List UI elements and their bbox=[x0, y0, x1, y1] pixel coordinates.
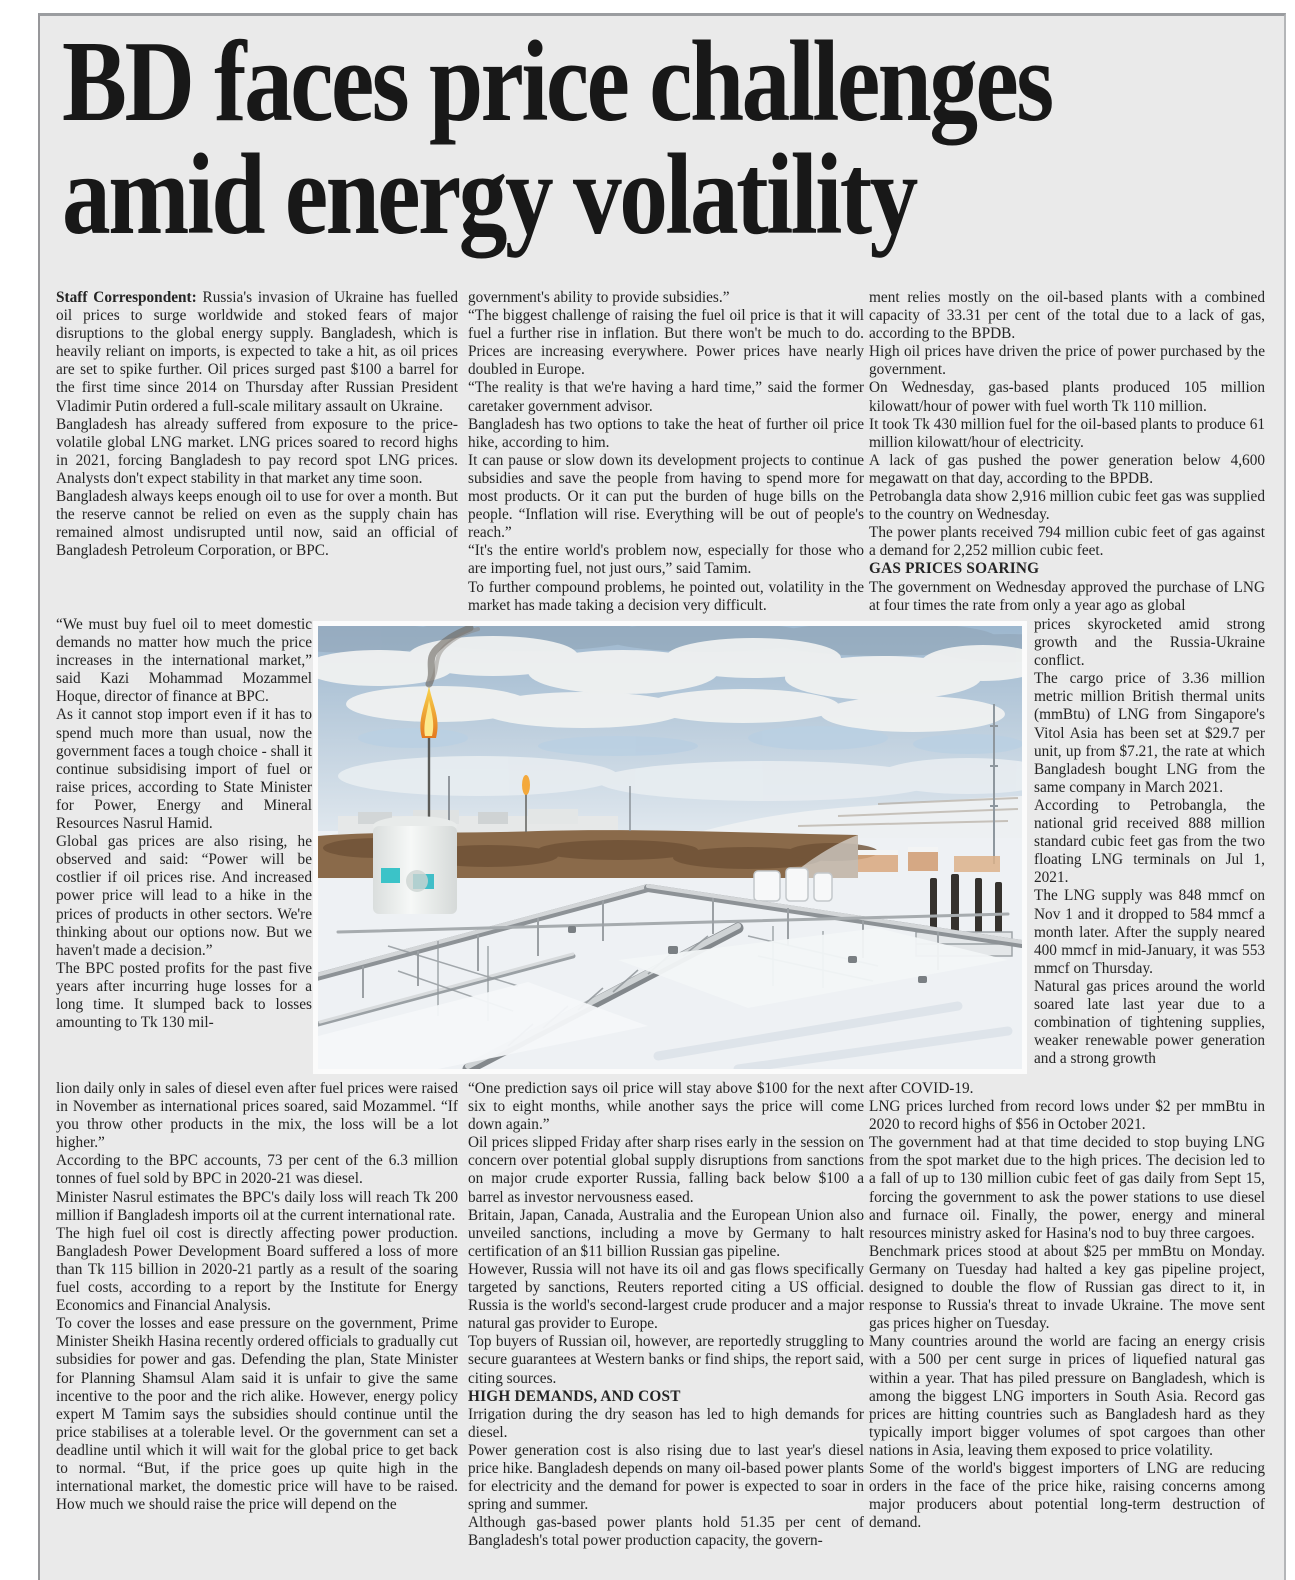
paragraph: According to the BPC accounts, 73 per cent of the 6.3 million tonnes of fuel sold by BPC in 2020-21 was diesel. bbox=[56, 1152, 458, 1188]
column-2-segment-top bbox=[468, 289, 864, 615]
paragraph: The high fuel oil cost is directly affecting power production. Bangladesh Power Development Board suffered a loss of more than Tk 115 billion in 2020-21 partly as a result of the soaring fuel costs, according to a report by the Institute for Energy Economics and Financial Analysis. bbox=[56, 1224, 458, 1315]
paragraph: government's ability to provide subsidies.” bbox=[468, 289, 730, 306]
paragraph: “The biggest challenge of raising the fuel oil price is that it will fuel a further rise in inflation. But there won't be much to do. Prices are increasing everywhere. Power prices have nearly doubled in Europe. bbox=[468, 307, 864, 379]
column-3-segment-bottom bbox=[869, 1080, 1265, 1532]
column-1-segment-beside-photo bbox=[56, 616, 312, 1032]
column-1-segment-top bbox=[56, 289, 458, 560]
paragraph: According to Petrobangla, the national grid received 888 million standard cubic feet gas from the two floating LNG terminals on Jul 1, 2021. bbox=[1034, 796, 1265, 887]
paragraph: Bangladesh has already suffered from exposure to the price-volatile global LNG market. LNG prices soared to record highs in 2021, forcing Bangladesh to pay record spot LNG prices. Analysts don't expect stability in that market any time soon. bbox=[56, 415, 458, 487]
paragraph: Although gas-based power plants hold 51.35 per cent of Bangladesh's total power production capacity, the govern- bbox=[468, 1514, 864, 1550]
paragraph: A lack of gas pushed the power generation below 4,600 megawatt on that day, according to the BPDB. bbox=[869, 451, 1265, 487]
section-subhead: HIGH DEMANDS, AND COST bbox=[468, 1387, 681, 1405]
paragraph: Minister Nasrul estimates the BPC's daily loss will reach Tk 200 million if Bangladesh imports oil at the current international rate. bbox=[56, 1188, 458, 1224]
paragraph: Oil prices slipped Friday after sharp rises early in the session on concern over potential global supply disruptions from sanctions on major crude exporter Russia, falling back below $100 a barrel as investor nervousness eased. bbox=[468, 1134, 864, 1206]
paragraph: Petrobangla data show 2,916 million cubic feet gas was supplied to the country on Wednesday. bbox=[869, 488, 1265, 524]
paragraph: “One prediction says oil price will stay above $100 for the next six to eight months, while another says the price will come down again.” bbox=[468, 1080, 864, 1134]
paragraph: Many countries around the world are facing an energy crisis with a 500 per cent surge in prices of liquefied natural gas within a year. That has piled pressure on Bangladesh, which is among the biggest LNG importers in South Asia. Record gas prices are hitting countries such as Bangladesh hard as they typically import bigger volumes of spot cargoes than other nations in Asia, leaving them exposed to price volatility. bbox=[869, 1333, 1265, 1459]
byline-lead: Staff Correspondent: bbox=[56, 289, 203, 306]
paragraph: To cover the losses and ease pressure on the government, Prime Minister Sheikh Hasina recently ordered officials to gradually cut subsidies for power and gas. Defending the plan, State Minister for Planning Shamsul Alam said it is unfair to give the same incentive to the poor and the rich alike. However, energy policy expert M Tamim says the subsidies should continue until the price stabilises at a tolerable level. Or the government can set a deadline until which it will wait for the global price to get back to normal. “But, if the price goes up quite high in the international market, the domestic price will have to be raised. How much we should raise the price will depend on the bbox=[56, 1315, 458, 1514]
column-3-segment-top bbox=[869, 289, 1265, 615]
paragraph: The government had at that time decided to stop buying LNG from the spot market due to the high prices. The decision led to a fall of up to 130 million cubic feet of gas daily from Sept 15, forcing the government to ask the power stations to use diesel and furnace oil. Finally, the power, energy and mineral resources ministry asked for Hasina's nod to buy three cargoes. bbox=[869, 1134, 1265, 1242]
paragraph: Britain, Japan, Canada, Australia and the European Union also unveiled sanctions, including a move by Germany to halt certification of an $11 billion Russian gas pipeline. bbox=[468, 1206, 864, 1260]
paragraph: Staff Correspondent: Russia's invasion of Ukraine has fuelled oil prices to surge worldwide and stoked fears of major disruptions to the global energy supply. Bangladesh, which is heavily reliant on imports, is expected to take a hit, as oil prices are set to spike further. Oil prices surged past $100 a barrel for the first time since 2014 on Thursday after Russian President Vladimir Putin ordered a full-scale military assault on Ukraine. bbox=[56, 289, 458, 415]
paragraph: The government on Wednesday approved the purchase of LNG at four times the rate from only a year ago as global bbox=[869, 578, 1265, 614]
paragraph: prices skyrocketed amid strong growth and the Russia-Ukraine conflict. bbox=[1034, 616, 1265, 670]
article-photo bbox=[313, 621, 1027, 1074]
paragraph: High oil prices have driven the price of power purchased by the government. bbox=[869, 343, 1265, 379]
column-1-segment-bottom bbox=[56, 1080, 458, 1514]
paragraph: “We must buy fuel oil to meet domestic demands no matter how much the price increases in the international market,” said Kazi Mohammad Mozammel Hoque, director of finance at BPC. bbox=[56, 616, 312, 706]
paragraph: It took Tk 430 million fuel for the oil-based plants to produce 61 million kilowatt/hour of electricity. bbox=[869, 415, 1265, 451]
paragraph: To further compound problems, he pointed out, volatility in the market has made taking a decision very difficult. bbox=[468, 578, 864, 614]
paragraph: Power generation cost is also rising due to last year's diesel price hike. Bangladesh depends on many oil-based power plants for electricity and the demand for power is expected to soar in spring and summer. bbox=[468, 1441, 864, 1514]
headline-line-2: amid energy volatility bbox=[62, 131, 916, 259]
paragraph: “The reality is that we're having a hard time,” said the former caretaker government advisor. bbox=[468, 379, 864, 415]
paragraph: after COVID-19. bbox=[869, 1080, 974, 1097]
paragraph: The LNG supply was 848 mmcf on Nov 1 and it dropped to 584 mmcf a month later. After the supply neared 400 mmcf in mid-January, it was 553 mmcf on Thursday. bbox=[1034, 887, 1265, 977]
paragraph: Top buyers of Russian oil, however, are reportedly struggling to secure guarantees at Western banks or find ships, the report said, citing sources. bbox=[468, 1333, 864, 1387]
paragraph: Bangladesh has two options to take the heat of further oil price hike, according to him. bbox=[468, 415, 864, 451]
paragraph: The BPC posted profits for the past five years after incurring huge losses for a long time. It slumped back to losses amounting to Tk 130 mil- bbox=[56, 959, 312, 1032]
paragraph: It can pause or slow down its development projects to continue subsidies and save the people from having to spend more for most products. Or it can put the burden of huge bills on the people. “Inflation will rise. Everything will be out of people's reach.” bbox=[468, 451, 864, 542]
paragraph: On Wednesday, gas-based plants produced 105 million kilowatt/hour of power with fuel worth Tk 110 million. bbox=[869, 379, 1265, 415]
paragraph: lion daily only in sales of diesel even after fuel prices were raised in November as international prices soared, said Mozammel. “If you throw other products in the mix, the loss will be a lot higher.” bbox=[56, 1080, 458, 1152]
paragraph: The power plants received 794 million cubic feet of gas against a demand for 2,252 million cubic feet. bbox=[869, 524, 1265, 560]
paragraph: Bangladesh always keeps enough oil to use for over a month. But the reserve cannot be relied on even as the supply chain has remained almost undisrupted until now, said an official of Bangladesh Petroleum Corporation, or BPC. bbox=[56, 488, 458, 560]
paragraph: Some of the world's biggest importers of LNG are reducing orders in the face of the price hike, raising concerns among major producers about potential long-term destruction of demand. bbox=[869, 1459, 1265, 1532]
paragraph: “It's the entire world's problem now, especially for those who are importing fuel, not just ours,” said Tamim. bbox=[468, 542, 864, 578]
column-3-segment-beside-photo bbox=[1034, 616, 1265, 1068]
paragraph: Global gas prices are also rising, he observed and said: “Power will be costlier if oil prices rise. And increased power price will lead to a hike in the prices of products in other sectors. We're thinking about our options now. But we haven't made a decision.” bbox=[56, 833, 312, 959]
column-2-segment-bottom bbox=[468, 1080, 864, 1550]
photo-illustration-gas-plant bbox=[318, 626, 1022, 1069]
paragraph: However, Russia will not have its oil and gas flows specifically targeted by sanctions, Reuters reported citing a US official. Russia is the world's second-largest crude producer and a major natural gas provider to Europe. bbox=[468, 1260, 864, 1333]
section-subhead: GAS PRICES SOARING bbox=[869, 560, 1040, 578]
paragraph: As it cannot stop import even if it has to spend much more than usual, now the government faces a tough choice - shall it continue subsidising import of fuel or raise prices, according to State Minister for Power, Energy and Mineral Resources Nasrul Hamid. bbox=[56, 706, 312, 833]
headline bbox=[62, 18, 1240, 259]
headline-line-1: BD faces price challenges bbox=[62, 18, 1052, 146]
paragraph: Irrigation during the dry season has led to high demands for diesel. bbox=[468, 1405, 864, 1441]
paragraph: Natural gas prices around the world soared late last year due to a combination of tightening supplies, weaker renewable power generation and a strong growth bbox=[1034, 977, 1265, 1068]
paragraph: Benchmark prices stood at about $25 per mmBtu on Monday. Germany on Tuesday had halted a key gas pipeline project, designed to double the flow of Russian gas direct to it, in response to Russia's threat to invade Ukraine. The move sent gas prices higher on Tuesday. bbox=[869, 1242, 1265, 1333]
paragraph: LNG prices lurched from record lows under $2 per mmBtu in 2020 to record highs of $56 in October 2021. bbox=[869, 1098, 1265, 1134]
paragraph: The cargo price of 3.36 million metric million British thermal units (mmBtu) of LNG from Singapore's Vitol Asia has been set at $29.7 per unit, up from $7.21, the rate at which Bangladesh bought LNG from the same company in March 2021. bbox=[1034, 670, 1265, 796]
paragraph: ment relies mostly on the oil-based plants with a combined capacity of 33.31 per cent of the total due to a lack of gas, according to the BPDB. bbox=[869, 289, 1265, 343]
